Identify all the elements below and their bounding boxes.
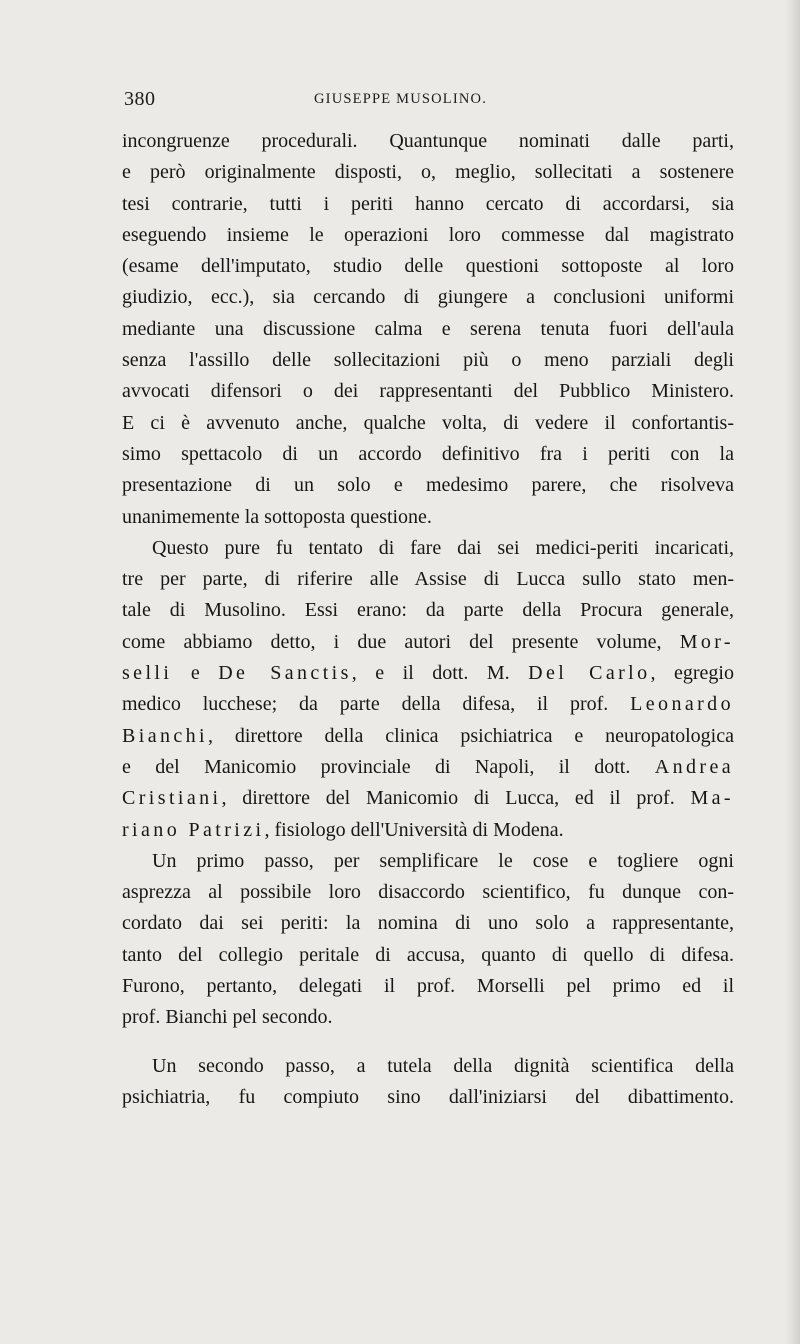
running-head (124, 88, 734, 114)
text-segment: come abbiamo detto, i due autori del presente volume, (122, 630, 662, 653)
person-name: riano Patrizi (122, 818, 265, 841)
text-line: Un primo passo, per semplificare le cose e togliere ogni (152, 849, 734, 872)
text-line: tanto del collegio peritale di accusa, quanto di quello di difesa. (122, 943, 734, 966)
text-line: giudizio, ecc.), sia cercando di giungere a conclusioni uniformi (122, 286, 734, 309)
person-name: De Sanctis (218, 662, 352, 685)
person-name: Mor- (679, 630, 734, 653)
paragraph-4 (122, 1051, 734, 1114)
text-line: psichiatria, fu compiuto sino dall'iniziarsi del dibattimento. (122, 1085, 734, 1108)
text-line (122, 658, 734, 689)
text-line: E ci è avvenuto anche, qualche volta, di vedere il confortantis- (122, 411, 734, 434)
text-line: simo spettacolo di un accordo definitivo fra i periti con la (122, 442, 734, 465)
text-line (122, 689, 734, 720)
text-segment: , egregio (650, 662, 734, 685)
person-name: Cristiani (122, 787, 222, 810)
body-text (122, 126, 734, 1113)
text-line: unanimemente la sottoposta questione. (122, 505, 432, 528)
person-name: Ma- (690, 787, 734, 810)
text-segment: medico lucchese; da parte della difesa, il prof. (122, 693, 609, 716)
paragraph-2 (122, 533, 734, 846)
paragraph-1 (122, 126, 734, 533)
text-line: senza l'assillo delle sollecitazioni più o meno parziali degli (122, 349, 734, 372)
text-line: tre per parte, di riferire alle Assise di Lucca sullo stato men- (122, 568, 734, 591)
page-edge (786, 0, 800, 1344)
text-segment: e (172, 662, 219, 685)
text-line (122, 815, 734, 846)
person-name: Leonardo (630, 693, 734, 716)
person-name: selli (122, 662, 173, 685)
text-segment: , direttore della clinica psichiatrica e neuropatologica (208, 724, 734, 747)
paragraph-gap (122, 1034, 734, 1051)
text-line: e però originalmente disposti, o, meglio, sollecitati a sostenere (122, 161, 734, 184)
text-segment: , direttore del Manicomio di Lucca, ed il prof. (221, 787, 675, 810)
text-line: eseguendo insieme le operazioni loro commesse dal magistrato (122, 223, 734, 246)
text-line (122, 721, 734, 752)
text-line: (esame dell'imputato, studio delle questioni sottoposte al loro (122, 255, 734, 278)
text-line: tale di Musolino. Essi erano: da parte della Procura generale, (122, 599, 734, 622)
text-line: Un secondo passo, a tutela della dignità scientifica della (152, 1054, 734, 1077)
text-line (122, 752, 734, 783)
text-line: tesi contrarie, tutti i periti hanno cercato di accordarsi, sia (122, 192, 734, 215)
text-line: avvocati difensori o dei rappresentanti del Pubblico Ministero. (122, 380, 734, 403)
person-name: Del Carlo (528, 662, 651, 685)
text-line: presentazione di un solo e medesimo parere, che risolveva (122, 474, 734, 497)
text-line: prof. Bianchi pel secondo. (122, 1006, 333, 1029)
text-line (122, 783, 734, 814)
paragraph-3 (122, 846, 734, 1034)
text-line: incongruenze procedurali. Quantunque nominati dalle parti, (122, 130, 734, 152)
person-name: Bianchi (122, 724, 209, 747)
text-line: mediante una discussione calma e serena tenuta fuori dell'aula (122, 317, 734, 340)
text-segment: , e il dott. M. (351, 662, 529, 685)
text-line: Furono, pertanto, delegati il prof. Morselli pel primo ed il (122, 975, 734, 998)
text-line: asprezza al possibile loro disaccordo scientifico, fu dunque con- (122, 881, 734, 904)
text-segment: , fisiologo dell'Università di Modena. (264, 818, 564, 841)
person-name: Andrea (654, 755, 734, 778)
text-segment: e del Manicomio provinciale di Napoli, il dott. (122, 755, 631, 778)
page-number: 380 (124, 88, 156, 110)
text-line (122, 627, 734, 658)
text-line: Questo pure fu tentato di fare dai sei medici-periti incaricati, (152, 536, 734, 559)
running-title: GIUSEPPE MUSOLINO. (314, 91, 488, 107)
text-line: cordato dai sei periti: la nomina di uno solo a rappresentante, (122, 912, 734, 935)
